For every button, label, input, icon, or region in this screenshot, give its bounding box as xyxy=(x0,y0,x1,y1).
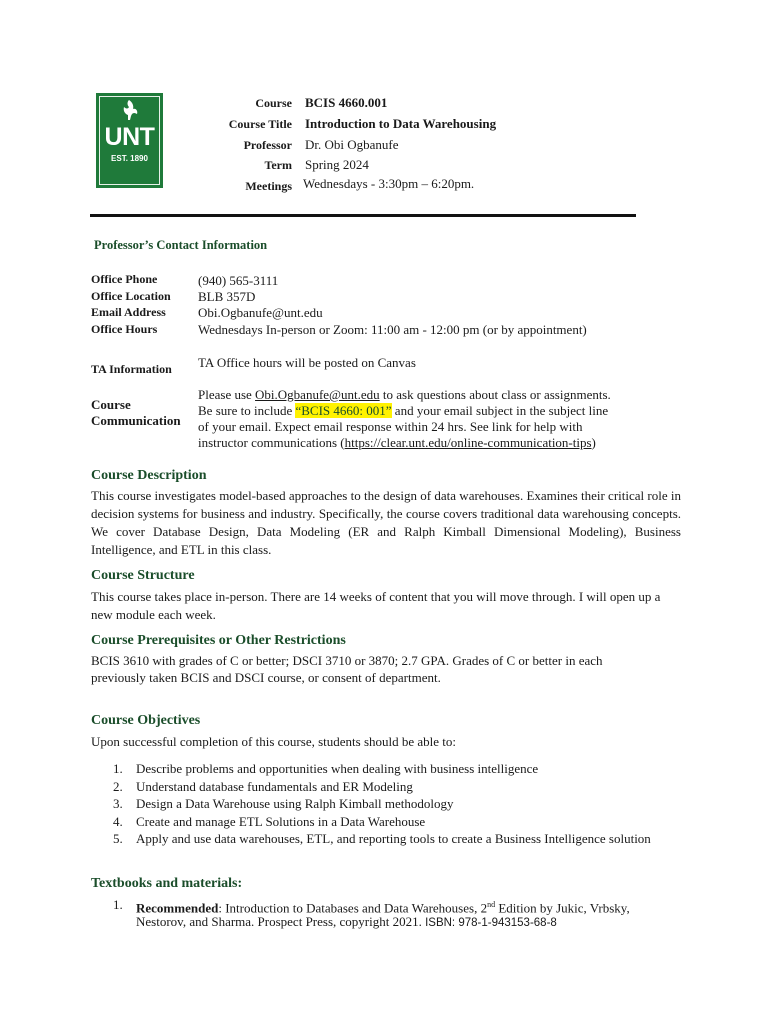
objective-item xyxy=(91,813,651,831)
objective-item xyxy=(91,795,651,813)
course-title-label: Course Title xyxy=(228,117,292,131)
email-link[interactable]: Obi.Ogbanufe@unt.edu xyxy=(255,387,380,402)
comm-text: Please use xyxy=(198,387,256,402)
communication-label-line1: Course xyxy=(91,397,131,412)
textbooks-title: Textbooks and materials: xyxy=(91,876,243,891)
term-value: Spring 2024 xyxy=(305,157,369,172)
description-text: This course investigates model-based approaches to the design of data warehouses. Examines their critical role in decision systems for business and industry. Specifically, the course covers traditional data warehousing concepts. We cover Database Design, Data Modeling (ER and Ralph Kimball Dimensional Modeling), Business Intelligence, and ETL in this class. xyxy=(91,488,681,557)
header-divider xyxy=(90,214,636,217)
course-label: Course xyxy=(255,96,292,110)
objective-item xyxy=(91,778,651,796)
email-label: Email Address xyxy=(91,305,166,319)
objective-text: Apply and use data warehouses, ETL, and reporting tools to create a Business Intelligence solution xyxy=(136,831,651,846)
office-hours-label: Office Hours xyxy=(91,322,158,336)
objective-number: 1. xyxy=(113,761,123,776)
objective-item xyxy=(91,830,651,848)
communication-label-line2: Communication xyxy=(91,413,181,428)
logo-established: EST. 1890 xyxy=(111,154,148,163)
comm-text: to ask questions about class or assignments. xyxy=(379,387,611,402)
description-title: Course Description xyxy=(91,468,207,483)
meetings-value: Wednesdays - 3:30pm – 6:20pm. xyxy=(303,176,475,191)
logo-wordmark: UNT xyxy=(104,123,155,151)
course-title-value: Introduction to Data Warehousing xyxy=(305,116,497,131)
ta-label: TA Information xyxy=(91,362,172,376)
textbook-text: : Introduction to Databases and Data Warehouses, 2 xyxy=(218,900,488,916)
meetings-label: Meetings xyxy=(245,179,292,193)
office-location-value: BLB 357D xyxy=(198,289,256,304)
term-label: Term xyxy=(264,158,292,172)
structure-text: This course takes place in-person. There are 14 weeks of content that you will move through. I will open up a new module each week. xyxy=(91,589,661,622)
email-value[interactable]: Obi.Ogbanufe@unt.edu xyxy=(198,305,323,320)
office-location-label: Office Location xyxy=(91,289,171,303)
comm-text: and your email subject in the subject line xyxy=(391,403,609,418)
professor-label: Professor xyxy=(243,138,292,152)
objective-text: Create and manage ETL Solutions in a Data Warehouse xyxy=(136,813,426,829)
eagle-icon xyxy=(120,99,139,121)
ta-value: TA Office hours will be posted on Canvas xyxy=(198,355,416,370)
office-hours-value: Wednesdays In-person or Zoom: 11:00 am - 12:00 pm (or by appointment) xyxy=(198,322,587,337)
unt-logo xyxy=(96,93,163,188)
textbook-isbn: ISBN: 978-1-943153-68-8 xyxy=(425,917,557,929)
objective-number: 5. xyxy=(113,831,123,846)
objectives-list xyxy=(91,760,651,848)
objective-number: 2. xyxy=(113,778,123,794)
prereq-title: Course Prerequisites or Other Restrictions xyxy=(91,633,346,648)
office-phone-value: (940) 565-3111 xyxy=(198,273,279,288)
contact-title: Professor’s Contact Information xyxy=(94,238,268,252)
communication-line2 xyxy=(198,402,608,419)
communication-line1 xyxy=(198,386,611,403)
objectives-title: Course Objectives xyxy=(91,713,201,728)
comm-text: Be sure to include xyxy=(198,403,296,418)
objective-text: Understand database fundamentals and ER Modeling xyxy=(136,778,413,794)
prereq-text: BCIS 3610 with grades of C or better; DSCI 3710 or 3870; 2.7 GPA. Grades of C or better in each previously taken BCIS and DSCI course, or consent of department. xyxy=(91,653,603,685)
office-phone-label: Office Phone xyxy=(91,272,158,286)
communication-tips-link[interactable]: https://clear.unt.edu/online-communication-tips xyxy=(344,435,592,450)
objective-number: 4. xyxy=(113,813,123,829)
structure-title: Course Structure xyxy=(91,568,195,583)
objectives-intro: Upon successful completion of this course, students should be able to: xyxy=(91,734,457,749)
textbook-text: Nestorov, and Sharma. Prospect Press, copyright 2021. xyxy=(136,914,426,929)
textbook-text: Edition by Jukic, Vrbsky, xyxy=(495,900,630,916)
textbook-sup: nd xyxy=(487,900,496,909)
communication-line4 xyxy=(198,434,596,451)
communication-line3: of your email. Expect email response within 24 hrs. See link for help with xyxy=(198,419,583,434)
textbook-number: 1. xyxy=(113,897,123,912)
professor-value: Dr. Obi Ogbanufe xyxy=(305,137,399,152)
objective-number: 3. xyxy=(113,796,123,811)
course-value: BCIS 4660.001 xyxy=(305,95,388,110)
objective-item xyxy=(91,760,651,778)
objective-text: Describe problems and opportunities when dealing with business intelligence xyxy=(136,761,539,776)
textbook-line2 xyxy=(136,913,557,932)
textbook-recommended: Recommended xyxy=(136,900,219,916)
objective-text: Design a Data Warehouse using Ralph Kimball methodology xyxy=(136,796,454,811)
comm-text: ) xyxy=(591,435,596,450)
comm-text: instructor communications ( xyxy=(198,435,345,450)
subject-highlight: “BCIS 4660: 001” xyxy=(295,403,392,418)
